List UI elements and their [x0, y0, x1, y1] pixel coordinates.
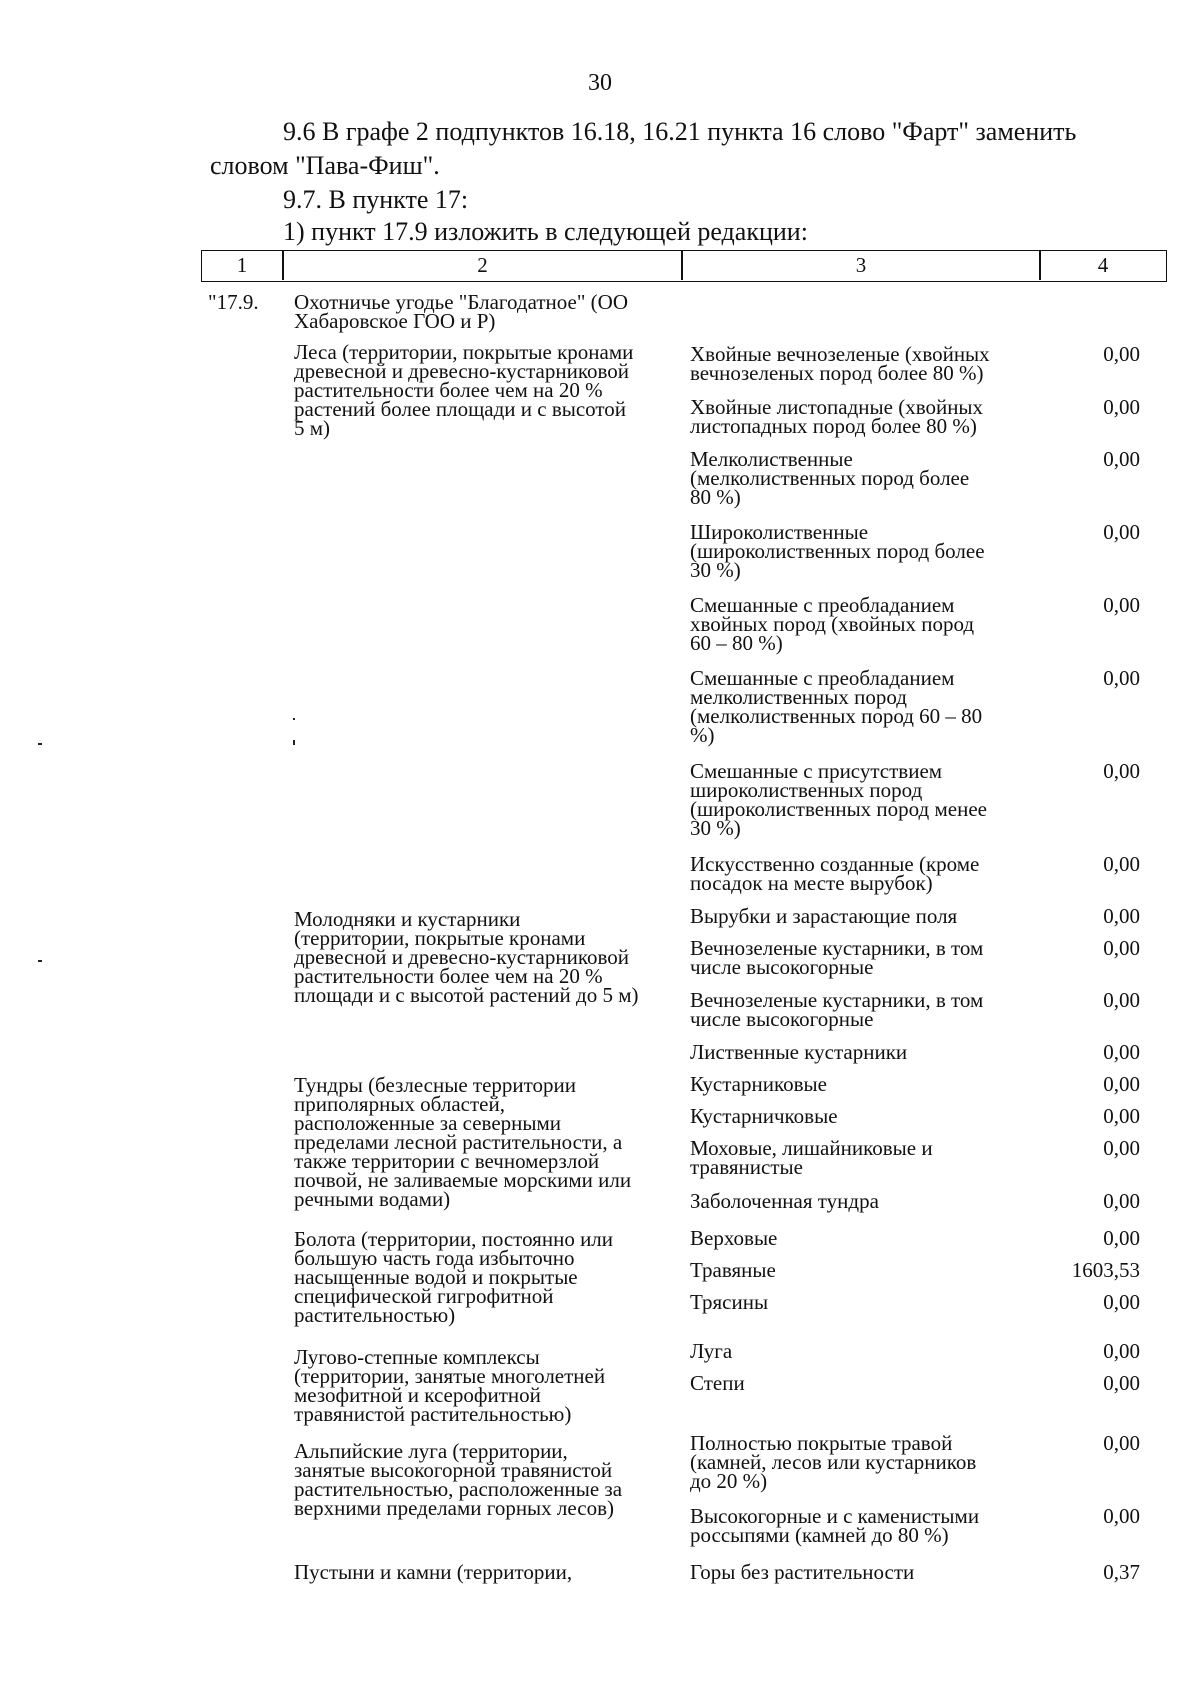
land-category-line: растительности более чем на 20 % — [294, 378, 603, 402]
land-category — [294, 1439, 674, 1520]
subcategory-label — [690, 593, 1030, 655]
area-value: 0,00 — [1103, 1136, 1140, 1160]
subcategory-line: Трясины — [690, 1290, 769, 1314]
land-category-line: приполярных областей, — [294, 1092, 505, 1116]
subcategory-label — [690, 395, 1030, 438]
scan-mark — [38, 960, 42, 962]
land-category — [294, 907, 674, 1007]
land-category-line: Молодняки и кустарники — [294, 907, 521, 931]
subcategory-line: вечнозеленых пород более 80 %) — [690, 361, 984, 385]
area-value: 0,00 — [1103, 395, 1140, 419]
subcategory-line: 60 – 80 %) — [690, 631, 783, 655]
land-category-line: площади и с высотой растений до 5 м) — [294, 983, 639, 1007]
area-value: 1603,53 — [1071, 1258, 1140, 1282]
subcategory-line: 30 %) — [690, 558, 741, 582]
scan-mark — [293, 718, 295, 720]
subcategory-label — [690, 342, 1030, 385]
subcategory-label — [690, 1189, 1030, 1213]
land-category — [294, 1560, 674, 1584]
land-category-line: речными водами) — [294, 1187, 451, 1211]
area-value: 0,00 — [1103, 342, 1140, 366]
land-category-line: насыщенные водой и покрытые — [294, 1265, 578, 1289]
subcategory-label — [690, 1504, 1030, 1547]
subcategory-label — [690, 1258, 1030, 1282]
scan-mark — [293, 740, 295, 745]
subcategory-line: россыпями (камней до 80 %) — [690, 1523, 949, 1547]
subcategory-label — [690, 1136, 1030, 1179]
subcategory-line: Высокогорные и с каменистыми — [690, 1504, 980, 1528]
header-col-2: 2 — [477, 253, 488, 277]
area-value: 0,00 — [1103, 447, 1140, 471]
land-category-line: расположенные за северными — [294, 1111, 562, 1135]
subcategory-label — [690, 1560, 1030, 1584]
subcategory-line: Широколиственные — [690, 520, 869, 544]
land-category-line: Альпийские луга (территории, — [294, 1439, 568, 1463]
land-category-line: древесной и древесно-кустарниковой — [294, 945, 629, 969]
area-value: 0,00 — [1103, 1339, 1140, 1363]
land-category-line: травянистой растительностью) — [294, 1402, 572, 1426]
land-category — [294, 1345, 674, 1426]
land-category-line: также территории с вечномерзлой — [294, 1149, 600, 1173]
land-category-line: Пустыни и камни (территории, — [294, 1560, 573, 1584]
land-category-line: (территории, занятые многолетней — [294, 1364, 606, 1388]
subcategory-label — [690, 666, 1030, 747]
subcategory-line: числе высокогорные — [690, 955, 874, 979]
subcategory-line: листопадных пород более 80 %) — [690, 414, 977, 438]
land-category-line: почвой, не заливаемые морскими или — [294, 1168, 632, 1192]
subcategory-line: Кустарничковые — [690, 1104, 838, 1128]
subcategory-label — [690, 1040, 1030, 1064]
land-category-line: большую часть года избыточно — [294, 1246, 575, 1270]
subcategory-line: Заболоченная тундра — [690, 1189, 879, 1213]
subcategory-line: Кустарниковые — [690, 1072, 827, 1096]
land-category-line: 5 м) — [294, 416, 331, 440]
subcategory-line: (широколиственных пород более — [690, 539, 985, 563]
subcategory-line: травянистые — [690, 1155, 803, 1179]
subcategory-line: Смешанные с преобладанием — [690, 666, 955, 690]
area-value: 0,00 — [1103, 1431, 1140, 1455]
land-category-line: (территории, покрытые кронами — [294, 926, 586, 950]
subcategory-line: Моховые, лишайниковые и — [690, 1136, 933, 1160]
land-category-line: верхними пределами горных лесов) — [294, 1496, 614, 1520]
land-category-line: пределами лесной растительности, а — [294, 1130, 623, 1154]
area-value: 0,00 — [1103, 936, 1140, 960]
subcategory-line: Вырубки и зарастающие поля — [690, 904, 958, 928]
subcategory-line: числе высокогорные — [690, 1007, 874, 1031]
land-category-line: Леса (территории, покрытые кронами — [294, 340, 634, 364]
scan-mark — [38, 743, 42, 745]
item-number: "17.9. — [208, 290, 259, 314]
subcategory-line: Верховые — [690, 1226, 778, 1250]
subcategory-label — [690, 1072, 1030, 1096]
area-value: 0,00 — [1103, 666, 1140, 690]
subcategory-line: хвойных пород (хвойных пород — [690, 612, 975, 636]
page-number: 30 — [588, 70, 612, 96]
subcategory-line: Степи — [690, 1371, 745, 1395]
subcategory-label — [690, 759, 1030, 840]
area-value: 0,00 — [1103, 1371, 1140, 1395]
land-category — [294, 340, 674, 440]
subcategory-line: мелколиственных пород — [690, 685, 907, 709]
area-value: 0,00 — [1103, 988, 1140, 1012]
land-category-line: Тундры (безлесные территории — [294, 1073, 577, 1097]
subcategory-line: Хвойные вечнозеленые (хвойных — [690, 342, 990, 366]
subcategory-line: Хвойные листопадные (хвойных — [690, 395, 984, 419]
intro-line-1: 9.6 В графе 2 подпунктов 16.18, 16.21 пункта 16 слово "Фарт" заменить — [283, 117, 1077, 146]
land-category-line: растительностью) — [294, 1303, 456, 1327]
area-value: 0,00 — [1103, 1290, 1140, 1314]
subcategory-line: Луга — [690, 1339, 733, 1363]
area-value: 0,00 — [1103, 1040, 1140, 1064]
subcategory-label — [690, 1371, 1030, 1395]
area-value: 0,00 — [1103, 1504, 1140, 1528]
land-category-line: Болота (территории, постоянно или — [294, 1227, 614, 1251]
header-col-4: 4 — [1097, 253, 1109, 277]
subcategory-line: Мелколиственные — [690, 447, 853, 471]
subcategory-line: Смешанные с преобладанием — [690, 593, 955, 617]
subcategory-line: Лиственные кустарники — [690, 1040, 908, 1064]
subcategory-line: (широколиственных пород менее — [690, 797, 987, 821]
land-category-line: мезофитной и ксерофитной — [294, 1383, 541, 1407]
area-value: 0,00 — [1103, 520, 1140, 544]
land-category-line: растительности более чем на 20 % — [294, 964, 603, 988]
area-value: 0,00 — [1103, 1104, 1140, 1128]
subcategory-line: посадок на месте вырубок) — [690, 871, 933, 895]
area-value: 0,00 — [1103, 1226, 1140, 1250]
subcategory-label — [690, 1290, 1030, 1314]
subcategory-line: (мелколиственных пород 60 – 80 — [690, 704, 983, 728]
subcategory-label — [690, 852, 1030, 895]
subcategory-label — [690, 447, 1030, 509]
land-category-line: специфической гигрофитной — [294, 1284, 554, 1308]
land-category — [294, 1073, 674, 1211]
subcategory-line: Смешанные с присутствием — [690, 759, 943, 783]
subcategory-line: (мелколиственных пород более — [690, 466, 970, 490]
land-category-line: Лугово-степные комплексы — [294, 1345, 540, 1369]
header-col-1: 1 — [236, 253, 248, 277]
area-value: 0,00 — [1103, 852, 1140, 876]
item-title-line: Охотничье угодье "Благодатное" (ОО — [294, 290, 629, 314]
subcategory-label — [690, 988, 1030, 1031]
subcategory-line: %) — [690, 723, 715, 747]
subcategory-line: 80 %) — [690, 485, 741, 509]
item-title — [294, 290, 674, 333]
header-col-3: 3 — [855, 253, 867, 277]
subcategory-label — [690, 1104, 1030, 1128]
item-title-line: Хабаровское ГОО и Р) — [294, 309, 496, 333]
land-category-line: растений более площади и с высотой — [294, 397, 627, 421]
land-category-line: древесной и древесно-кустарниковой — [294, 359, 629, 383]
subcategory-label — [690, 1339, 1030, 1363]
area-value: 0,00 — [1103, 1072, 1140, 1096]
intro-line-4: 1) пункт 17.9 изложить в следующей редакции: — [283, 217, 808, 246]
subcategory-label — [690, 936, 1030, 979]
subcategory-line: 30 %) — [690, 816, 741, 840]
area-value: 0,00 — [1103, 904, 1140, 928]
subcategory-label — [690, 1226, 1030, 1250]
subcategory-label — [690, 904, 1030, 928]
area-value: 0,00 — [1103, 1189, 1140, 1213]
subcategory-line: (камней, лесов или кустарников — [690, 1450, 977, 1474]
subcategory-line: Полностью покрытые травой — [690, 1431, 953, 1455]
land-category-line: занятые высокогорной травянистой — [294, 1458, 613, 1482]
subcategory-line: Травяные — [690, 1258, 776, 1282]
intro-line-2: словом "Пава-Фиш". — [210, 151, 440, 180]
land-category-line: растительностью, расположенные за — [294, 1477, 623, 1501]
subcategory-line: широколиственных пород — [690, 778, 923, 802]
subcategory-line: Вечнозеленые кустарники, в том — [690, 988, 984, 1012]
subcategory-line: Вечнозеленые кустарники, в том — [690, 936, 984, 960]
subcategory-line: до 20 %) — [690, 1469, 768, 1493]
subcategory-label — [690, 1431, 1030, 1493]
land-category — [294, 1227, 674, 1327]
subcategory-line: Искусственно созданные (кроме — [690, 852, 980, 876]
table-header — [201, 250, 1167, 282]
area-value: 0,00 — [1103, 593, 1140, 617]
intro-line-3: 9.7. В пункте 17: — [283, 185, 469, 214]
area-value: 0,00 — [1103, 759, 1140, 783]
subcategory-line: Горы без растительности — [690, 1560, 915, 1584]
area-value: 0,37 — [1103, 1560, 1140, 1584]
subcategory-label — [690, 520, 1030, 582]
